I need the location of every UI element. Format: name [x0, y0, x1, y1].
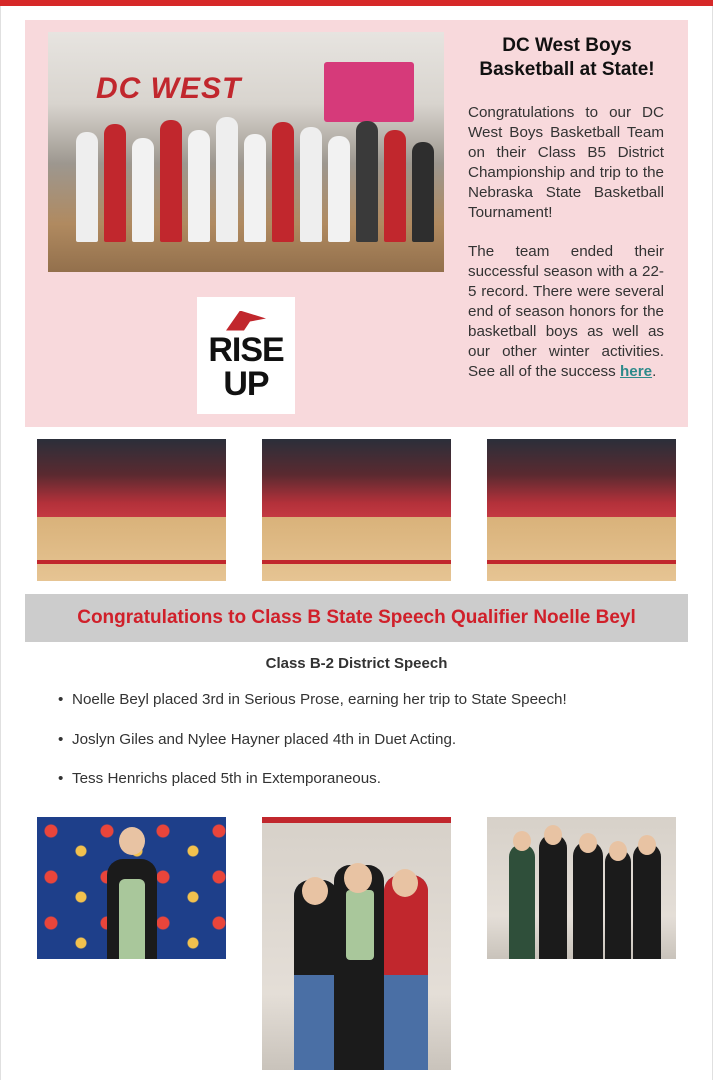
list-item: • Noelle Beyl placed 3rd in Serious Prose, earning her trip to State Speech!: [58, 690, 688, 730]
speech-photo-3: [487, 817, 676, 959]
players-group: [66, 112, 436, 242]
basketball-paragraph-2: [468, 242, 664, 382]
state-tournament-photo-2: [262, 439, 451, 581]
success-link[interactable]: here: [619, 363, 653, 380]
team-photo: [48, 32, 444, 272]
speech-title: Congratulations to Class B State Speech Qualifier Noelle Beyl: [77, 607, 636, 628]
frame-border-left: [0, 6, 1, 1080]
paragraph-2-text: The team ended their successful season with a 22-5 record. There were several end of season honors for the basketball boys as well as our other winter activities. See all of the success: [468, 243, 664, 380]
rise-up-logo-line1: RISE: [208, 330, 284, 369]
state-tournament-photo-3: [487, 439, 676, 581]
basketball-headline: DC West Boys Basketball at State!: [479, 35, 655, 80]
list-item: • Tess Henrichs placed 5th in Extemporaneous.: [58, 769, 688, 809]
speech-subhead: Class B-2 District Speech: [265, 655, 448, 672]
rise-up-logo-line2: UP: [223, 364, 269, 403]
speech-photo-1: [37, 817, 226, 959]
speech-title-band: [25, 594, 688, 642]
top-accent-bar: [0, 0, 713, 6]
state-tournament-photo-1: [37, 439, 226, 581]
team-banner-text: DC WEST: [96, 72, 242, 105]
speech-results-list: [58, 690, 688, 809]
paragraph-2-end: .: [652, 363, 657, 380]
falcon-icon: [226, 311, 266, 331]
rise-up-logo: [197, 297, 295, 414]
list-item: • Joslyn Giles and Nylee Hayner placed 4th in Duet Acting.: [58, 730, 688, 770]
basketball-paragraph-1: Congratulations to our DC West Boys Basketball Team on their Class B5 District Championship and trip to the Nebraska State Basketball Tournament!: [468, 104, 664, 221]
speech-photo-2: [262, 817, 451, 1070]
